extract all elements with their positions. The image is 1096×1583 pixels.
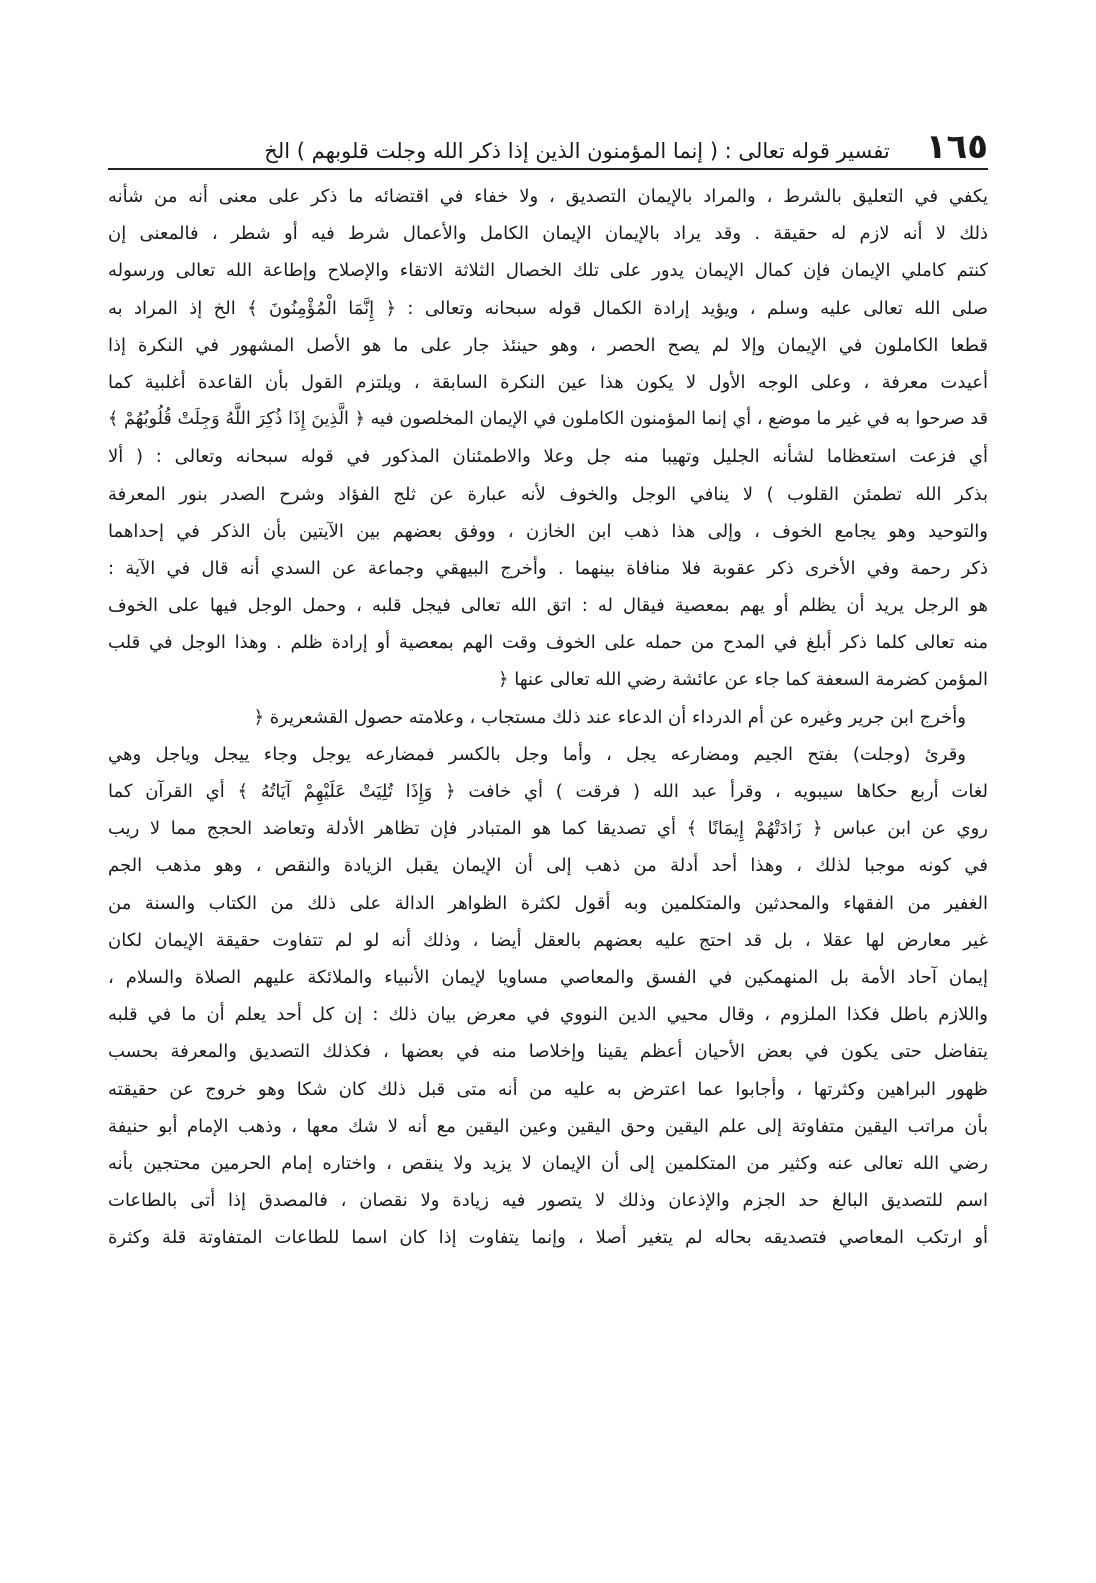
- text-line: هو الرجل يريد أن يظلم أو يهم بمعصية فيقال له : اتق الله تعالى فيجل قلبه ، وحمل الوجل فيها على الخوف: [108, 595, 988, 617]
- text-line: كنتم كاملي الإيمان فإن كمال الإيمان يدور على تلك الخصال الثلاثة الاتقاء والإصلاح وإطاعة الله تعالى ورسوله: [108, 260, 988, 282]
- text-line: إيمان آحاد الأمة بل المنهمكين في الفسق والمعاصي مساويا لإيمان الأنبياء والملائكة عليهم الصلاة والسلام ،: [108, 966, 988, 988]
- text-line: اسم للتصديق البالغ حد الجزم والإذعان وذلك لا يتصور فيه زيادة ولا نقصان ، فالمصدق إذا أتى بالطاعات: [108, 1190, 988, 1212]
- text-line: أي فزعت استعظاما لشأنه الجليل وتهيبا منه جل وعلا والاطمئنان المذكور في قوله سبحانه وتعالى : ( ألا: [108, 446, 988, 468]
- text-line: قد صرحوا به في غير ما موضع ، أي إنما المؤمنون الكاملون في الإيمان المخلصون فيه ﴿ الَّذِينَ إِذَا ذُكِرَ اللَّهُ وَجِلَتْ قُلُوبُهُمْ ﴾: [108, 409, 988, 430]
- body-text: [108, 178, 988, 1256]
- text-line: وأخرج ابن جرير وغيره عن أم الدرداء أن الدعاء عند ذلك مستجاب ، وعلامته حصول القشعريرة ﴿: [253, 706, 966, 728]
- text-line: بذكر الله تطمئن القلوب ) لا ينافي الوجل والخوف لأنه عبارة عن ثلج الفؤاد وشرح الصدر بنور المعرفة: [108, 483, 988, 505]
- text-line: ذكر رحمة وفي الأخرى ذكر عقوبة فلا منافاة بينهما . وأخرج البيهقي وجماعة عن السدي أنه قال في الآية :: [108, 557, 988, 579]
- page-number: ١٦٥: [925, 127, 988, 167]
- text-line: لغات أربع حكاها سيبويه ، وقرأ عبد الله ( فرقت ) أي خافت ﴿ وَإِذَا تُلِيَتْ عَلَيْهِمْ آيَاتُهُ ﴾ أي القرآن كما: [108, 781, 988, 802]
- text-line: الغفير من الفقهاء والمحدثين والمتكلمين وبه أقول لكثرة الظواهر الدالة على ذلك من الكتاب والسنة من: [108, 892, 988, 914]
- text-line: غير معارض لها عقلا ، بل قد احتج عليه بعضهم بالعقل أيضا ، وذلك أنه لو لم تتفاوت حقيقة الإيمان لكان: [108, 929, 988, 951]
- text-line: أو ارتكب المعاصي فتصديقه بحاله لم يتغير أصلا ، وإنما يتفاوت إذا كان اسما للطاعات المتفاوتة قلة وكثرة: [108, 1227, 988, 1249]
- text-line: وقرئ (وجلت) بفتح الجيم ومضارعه يجل ، وأما وجل بالكسر فمضارعه يوجل وجاء ييجل وياجل وهي: [108, 743, 966, 765]
- text-line: ظهور البراهين وكثرتها ، وأجابوا عما اعترض به عليه من أنه متى قبل ذلك كان شكا وهو خروج عن حقيقته: [108, 1078, 988, 1100]
- text-line: والتوحيد وهو يجامع الخوف ، وإلى هذا ذهب ابن الخازن ، ووفق بعضهم بين الآيتين بأن الذكر في إحداهما: [108, 520, 988, 542]
- text-line: المؤمن كضرمة السعفة كما جاء عن عائشة رضي الله تعالى عنها ﴿: [497, 669, 988, 691]
- text-line: منه تعالى كلما ذكر أبلغ في المدح من حمله على الخوف وقت الهم بمعصية أو إرادة ظلم . وهذا الوجل في قلب: [108, 632, 988, 654]
- text-line: قطعا الكاملون في الإيمان وإلا لم يصح الحصر ، وهو حينئذ جار على ما هو الأصل المشهور في النكرة إذا: [108, 334, 988, 356]
- text-line: في كونه موجبا لذلك ، وهذا أحد أدلة من ذهب إلى أن الإيمان يقبل الزيادة والنقص ، وهو مذهب الجم: [108, 855, 988, 877]
- text-line: يكفي في التعليق بالشرط ، والمراد بالإيمان التصديق ، ولا خفاء في اقتضائه ما ذكر على معنى أنه من شأنه: [108, 186, 988, 207]
- text-line: واللازم باطل فكذا الملزوم ، وقال محيي الدين النووي في معرض بيان ذلك : إن كل أحد يعلم أن ما في قلبه: [108, 1004, 988, 1026]
- text-line: أعيدت معرفة ، وعلى الوجه الأول لا يكون هذا عين النكرة السابقة ، ويلتزم القول بأن القاعدة أغلبية كما: [108, 371, 988, 393]
- text-line: صلى الله تعالى عليه وسلم ، ويؤيد إرادة الكمال قوله سبحانه وتعالى : ﴿ إِنَّمَا الْمُؤْمِنُونَ ﴾ الخ إذ المراد به: [108, 297, 988, 319]
- text-line: ذلك لا أنه لازم له حقيقة . وقد يراد بالإيمان الإيمان الكامل والأعمال شرط فيه أو شطر ، فالمعنى إن: [108, 223, 988, 245]
- text-line: رضي الله تعالى عنه وكثير من المتكلمين إلى أن الإيمان لا يزيد ولا ينقص ، واختاره إمام الحرمين محتجين بأنه: [108, 1152, 988, 1174]
- text-line: بأن مراتب اليقين متفاوتة إلى علم اليقين وحق اليقين وعين اليقين مع أنه لا شك معها ، وذهب الإمام أبو حنيفة: [108, 1115, 988, 1137]
- page-header: [108, 112, 988, 167]
- running-title: تفسير قوله تعالى : ( إنما المؤمنون الذين إذا ذكر الله وجلت قلوبهم ) الخ: [264, 138, 890, 163]
- header-divider: [108, 168, 988, 170]
- text-line: يتفاضل حتى يكون في بعض الأحيان أعظم يقينا وإخلاصا منه في بعضها ، فكذلك التصديق والمعرفة بحسب: [108, 1041, 988, 1063]
- text-line: روي عن ابن عباس ﴿ زَادَتْهُمْ إِيمَانًا ﴾ أي تصديقا كما هو المتبادر فإن تظاهر الأدلة وتعاضد الحجج مما لا ريب: [108, 818, 988, 840]
